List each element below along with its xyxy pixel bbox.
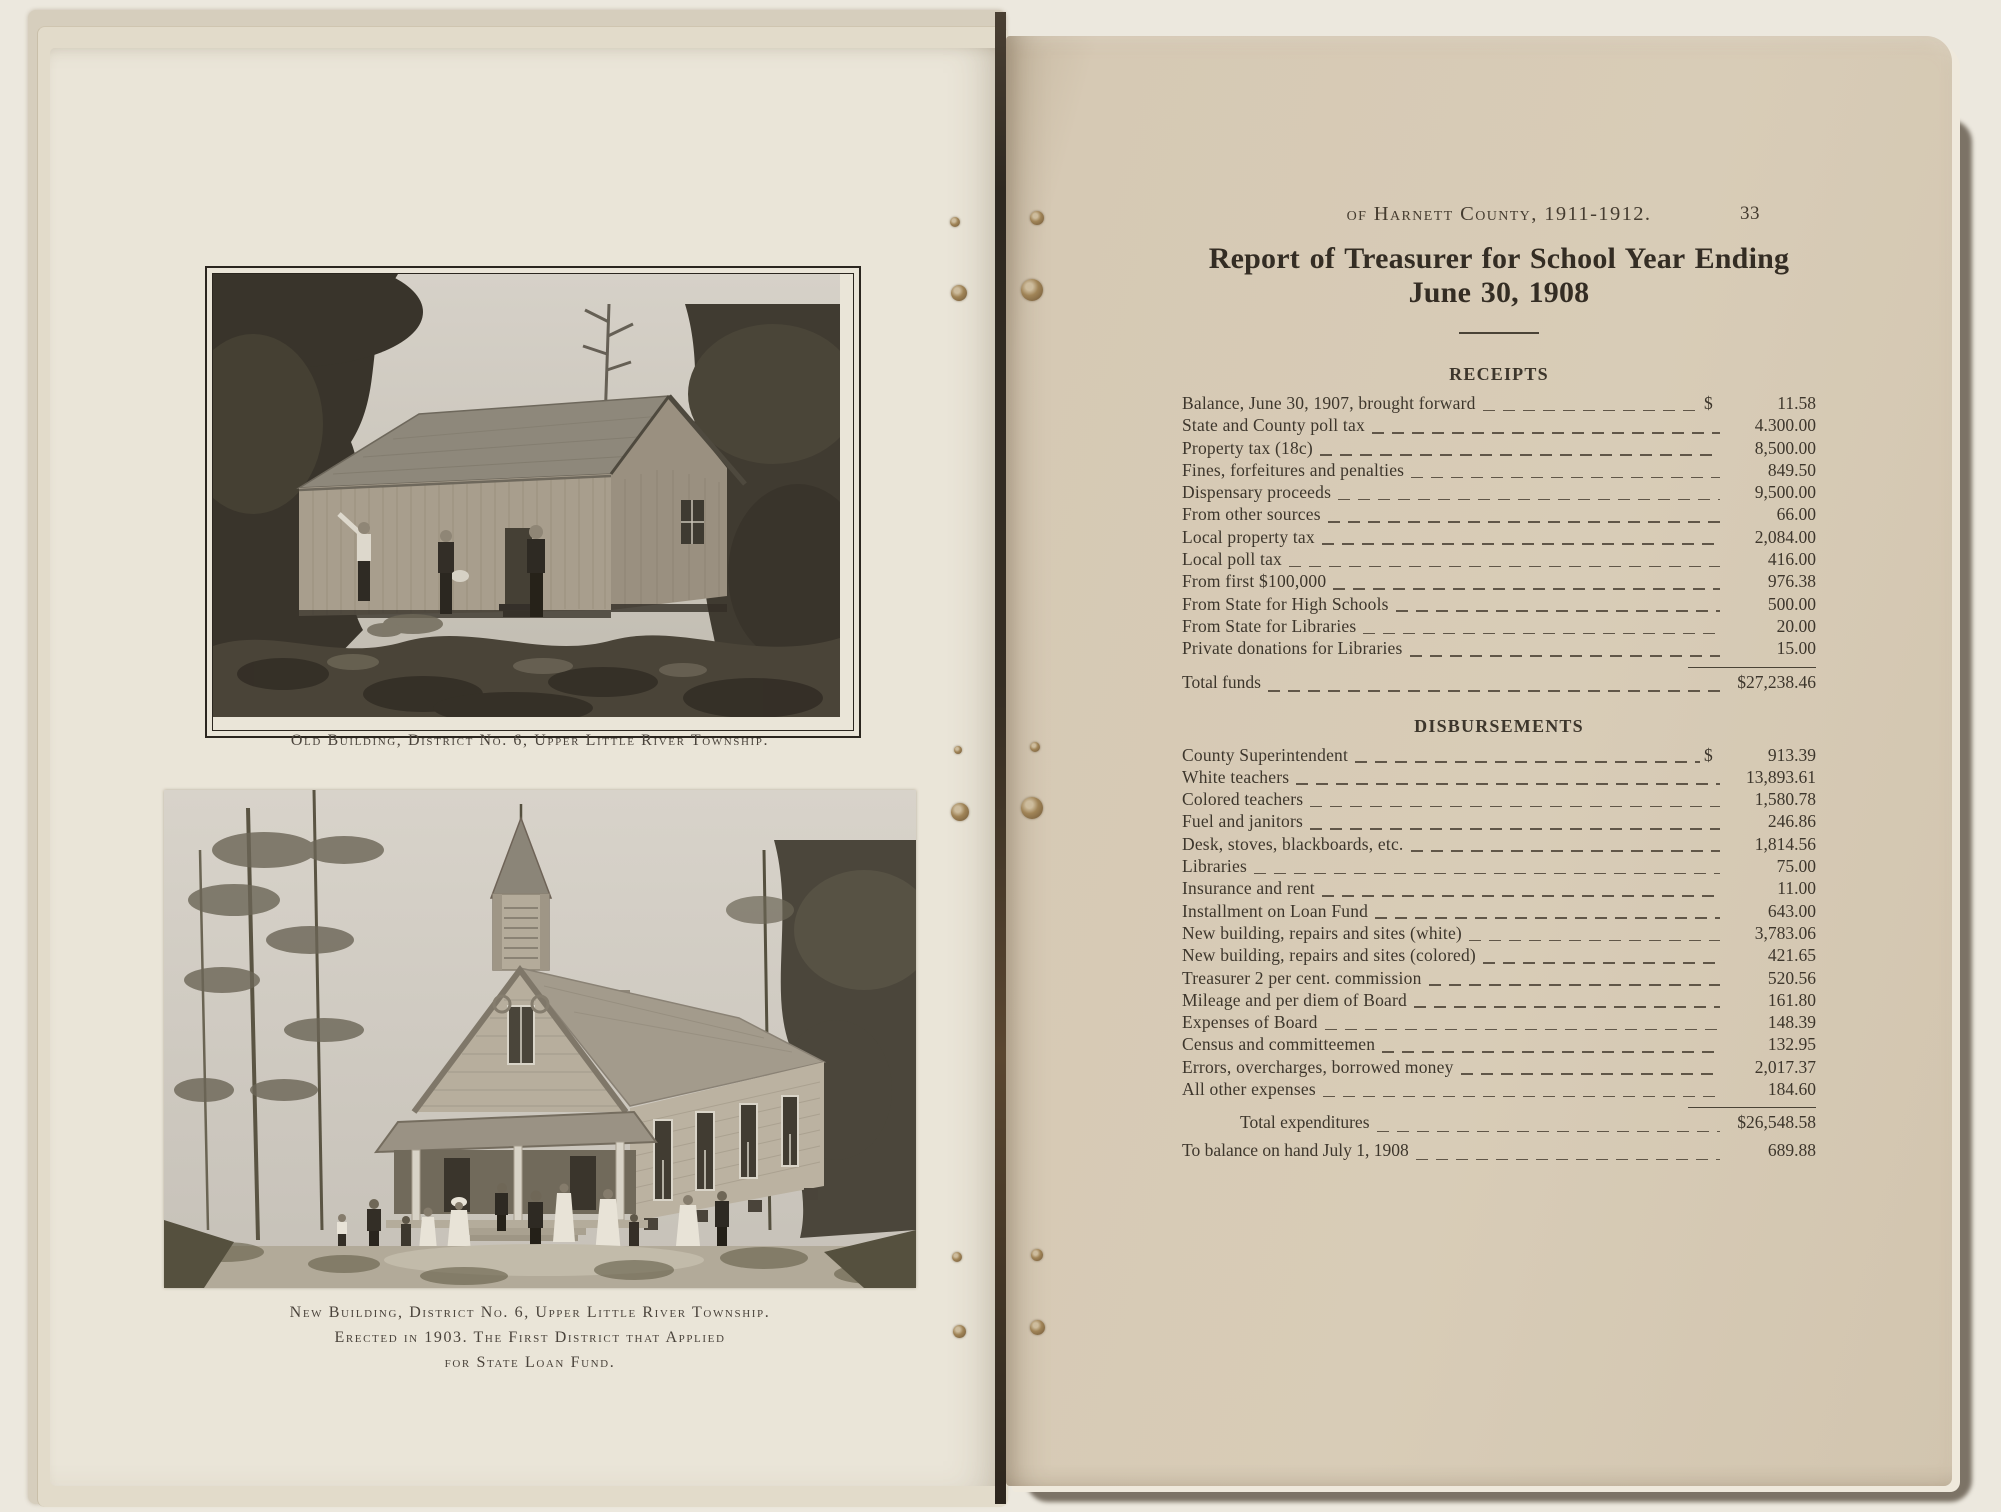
ledger-row <box>1182 504 1816 526</box>
binding-spot <box>952 1252 962 1262</box>
ledger-row-label: County Superintendent <box>1182 744 1349 765</box>
binding-spot <box>953 1325 966 1338</box>
ledger-row <box>1182 767 1816 789</box>
disbursements-heading: DISBURSEMENTS <box>1414 715 1584 736</box>
book-gutter <box>995 12 1006 1504</box>
photo-caption-old-building: Old Building, District No. 6, Upper Little River Township. <box>290 732 770 749</box>
ledger-row-label: Private donations for Libraries <box>1182 638 1403 659</box>
ledger-row-label: Installment on Loan Fund <box>1182 900 1369 921</box>
dot-leader <box>1254 873 1720 875</box>
balance-amount: 689.88 <box>1767 1140 1816 1161</box>
ledger-row-amount: 184.60 <box>1767 1079 1816 1100</box>
receipts-heading: RECEIPTS <box>1449 364 1549 384</box>
ledger-row-label: Dispensary proceeds <box>1182 482 1332 503</box>
ledger-row-label: Errors, overcharges, borrowed money <box>1182 1056 1454 1077</box>
ledger-row <box>1182 945 1816 967</box>
receipts-total-row <box>1182 672 1816 696</box>
ledger-row-label: Expenses of Board <box>1182 1012 1318 1033</box>
ledger-row-label: Fines, forfeitures and penalties <box>1182 459 1405 480</box>
left-page <box>50 48 1002 1486</box>
binding-spot <box>1030 742 1040 752</box>
ledger-row-label: Balance, June 30, 1907, brought forward <box>1182 393 1476 413</box>
disbursements-total-row <box>1182 1112 1816 1136</box>
ledger-row-amount: 913.39 <box>1767 744 1816 765</box>
title-divider <box>1459 332 1539 334</box>
dot-leader <box>1410 655 1720 657</box>
photo-caption-new-building <box>120 1300 940 1375</box>
dot-leader <box>1414 1006 1720 1008</box>
receipts-total-amount: $27,238.46 <box>1737 671 1816 692</box>
caption-line: Erected in 1903. The First District that Applied <box>334 1329 726 1346</box>
dot-leader <box>1483 962 1720 964</box>
ledger-row <box>1182 571 1816 593</box>
ledger-row-amount: 3,783.06 <box>1754 922 1816 943</box>
ledger-row <box>1182 594 1816 616</box>
ledger-row-label: Local poll tax <box>1182 549 1282 570</box>
ledger-row <box>1182 1012 1816 1034</box>
ledger-row <box>1182 923 1816 945</box>
ledger-row-amount: 421.65 <box>1767 945 1816 966</box>
ledger-row-label: Census and committeemen <box>1182 1034 1376 1055</box>
binding-spot <box>1030 1320 1045 1335</box>
binding-spot <box>1021 279 1043 301</box>
caption-line: for State Loan Fund. <box>444 1354 616 1371</box>
dollar-sign: $ <box>1704 744 1713 765</box>
dot-leader <box>1469 940 1720 942</box>
dot-leader <box>1323 1096 1720 1098</box>
ledger-row-label: Insurance and rent <box>1182 878 1315 899</box>
ledger-row-label: New building, repairs and sites (white) <box>1182 922 1462 943</box>
ledger-row-amount: 2,084.00 <box>1754 526 1816 547</box>
ledger-row-amount: 132.95 <box>1767 1034 1816 1055</box>
dot-leader <box>1375 917 1720 919</box>
ledger-row-amount: 643.00 <box>1767 900 1816 921</box>
ledger-row-amount: 75.00 <box>1776 856 1816 877</box>
dot-leader <box>1411 850 1721 852</box>
ledger-row <box>1182 616 1816 638</box>
ledger-row-label: Property tax (18c) <box>1182 437 1313 458</box>
binding-spot <box>954 746 962 754</box>
ledger-row <box>1182 878 1816 900</box>
ledger-row <box>1182 990 1816 1012</box>
ledger-row-amount: 148.39 <box>1767 1012 1816 1033</box>
dot-leader <box>1429 984 1720 986</box>
report-title: Report of Treasurer for School Year Ending June 30, 1908 <box>1208 242 1790 309</box>
ledger-row <box>1182 1079 1816 1101</box>
ledger-row <box>1182 638 1816 660</box>
balance-row <box>1182 1140 1816 1164</box>
running-header <box>1182 202 1816 226</box>
page-number: 33 <box>1740 203 1760 224</box>
dot-leader <box>1416 1159 1720 1161</box>
ledger-row-amount: 976.38 <box>1767 571 1816 592</box>
dot-leader <box>1325 1029 1720 1031</box>
binding-spot <box>951 285 967 301</box>
dot-leader <box>1289 566 1720 568</box>
dot-leader <box>1328 521 1720 523</box>
dot-leader <box>1322 543 1720 545</box>
ledger-row <box>1182 834 1816 856</box>
ledger-row-label: From other sources <box>1182 504 1321 525</box>
ledger-row-amount: 849.50 <box>1767 459 1816 480</box>
ledger-row <box>1182 856 1816 878</box>
disbursements-total-amount: $26,548.58 <box>1737 1112 1816 1133</box>
photo-old-building <box>213 274 840 717</box>
dot-leader <box>1363 633 1720 635</box>
ledger-row-label: Treasurer 2 per cent. commission <box>1182 967 1422 988</box>
binding-spot <box>950 217 960 227</box>
ledger-row-amount: 8,500.00 <box>1754 437 1816 458</box>
ledger-row <box>1182 393 1816 415</box>
ledger-row-label: From first $100,000 <box>1182 571 1327 592</box>
dot-leader <box>1338 499 1720 501</box>
ledger-row-amount: 246.86 <box>1767 811 1816 832</box>
ledger-row-label: From State for High Schools <box>1182 593 1389 614</box>
ledger-row-amount: 11.00 <box>1777 878 1816 899</box>
ledger-row-amount: 13,893.61 <box>1746 766 1816 787</box>
photo-new-building <box>164 790 916 1288</box>
ledger-row-amount: 66.00 <box>1776 504 1816 525</box>
disbursements-total-label: Total expenditures <box>1240 1112 1370 1133</box>
ledger-row-amount: 15.00 <box>1776 638 1816 659</box>
ledger-row-label: State and County poll tax <box>1182 415 1365 436</box>
ledger-row-label: All other expenses <box>1182 1079 1316 1100</box>
ledger-row-amount: 11.58 <box>1777 393 1816 413</box>
ledger-row <box>1182 745 1816 767</box>
ledger-row <box>1182 438 1816 460</box>
ledger-row <box>1182 789 1816 811</box>
ledger-row-amount: 4.300.00 <box>1754 415 1816 436</box>
dollar-sign: $ <box>1704 393 1713 413</box>
dot-leader <box>1372 432 1720 434</box>
balance-label: To balance on hand July 1, 1908 <box>1182 1140 1409 1161</box>
binding-spot <box>1030 211 1044 225</box>
ledger-row <box>1182 1057 1816 1079</box>
ledger-row <box>1182 527 1816 549</box>
ledger-row-label: Colored teachers <box>1182 789 1304 810</box>
report-text-block <box>1182 36 1816 1164</box>
binding-spot <box>951 803 969 821</box>
ledger-row-label: Local property tax <box>1182 526 1315 547</box>
ledger-row-label: Libraries <box>1182 856 1247 877</box>
ledger-row-amount: 20.00 <box>1776 615 1816 636</box>
ledger-row <box>1182 415 1816 437</box>
ledger-row-amount: 416.00 <box>1767 549 1816 570</box>
dot-leader <box>1411 477 1720 479</box>
ledger-row <box>1182 1034 1816 1056</box>
dot-leader <box>1461 1073 1720 1075</box>
dot-leader <box>1333 588 1720 590</box>
dot-leader <box>1322 895 1720 897</box>
ledger-row-amount: 500.00 <box>1767 593 1816 614</box>
ledger-row-label: Desk, stoves, blackboards, etc. <box>1182 833 1404 854</box>
ledger-row <box>1182 460 1816 482</box>
right-page <box>1006 36 1952 1486</box>
ledger-row-amount: 2,017.37 <box>1754 1056 1816 1077</box>
ledger-row-label: White teachers <box>1182 766 1290 787</box>
caption-line: New Building, District No. 6, Upper Little River Township. <box>289 1304 771 1321</box>
dot-leader <box>1296 783 1720 785</box>
ledger-row <box>1182 968 1816 990</box>
dot-leader <box>1382 1051 1720 1053</box>
dot-leader <box>1355 761 1700 763</box>
dot-leader <box>1320 454 1720 456</box>
disbursements-total-rule <box>1688 1107 1816 1108</box>
receipts-total-label: Total funds <box>1182 671 1261 692</box>
ledger-row-amount: 161.80 <box>1767 989 1816 1010</box>
dot-leader <box>1310 806 1720 808</box>
receipts-table <box>1182 393 1816 661</box>
ledger-row-amount: 1,580.78 <box>1754 789 1816 810</box>
ledger-row-label: From State for Libraries <box>1182 615 1357 636</box>
dot-leader <box>1396 610 1720 612</box>
binding-spot <box>1031 1249 1043 1261</box>
ledger-row <box>1182 901 1816 923</box>
dot-leader <box>1268 690 1720 692</box>
photo-frame-old-building <box>205 266 861 738</box>
ledger-row-label: New building, repairs and sites (colored) <box>1182 945 1476 966</box>
photo-frame-new-building <box>164 790 916 1288</box>
ledger-row-amount: 9,500.00 <box>1754 482 1816 503</box>
ledger-row-label: Fuel and janitors <box>1182 811 1304 832</box>
ledger-row-amount: 1,814.56 <box>1754 833 1816 854</box>
ledger-row <box>1182 811 1816 833</box>
running-header-text: of Harnett County, 1911-1912. <box>1346 203 1652 225</box>
ledger-row <box>1182 549 1816 571</box>
ledger-row-label: Mileage and per diem of Board <box>1182 989 1407 1010</box>
ledger-row-amount: 520.56 <box>1767 967 1816 988</box>
disbursements-table <box>1182 745 1816 1102</box>
receipts-total-rule <box>1688 667 1816 668</box>
dot-leader <box>1483 410 1700 412</box>
ledger-row <box>1182 482 1816 504</box>
dot-leader <box>1377 1131 1721 1133</box>
dot-leader <box>1310 828 1720 830</box>
binding-spot <box>1021 797 1043 819</box>
